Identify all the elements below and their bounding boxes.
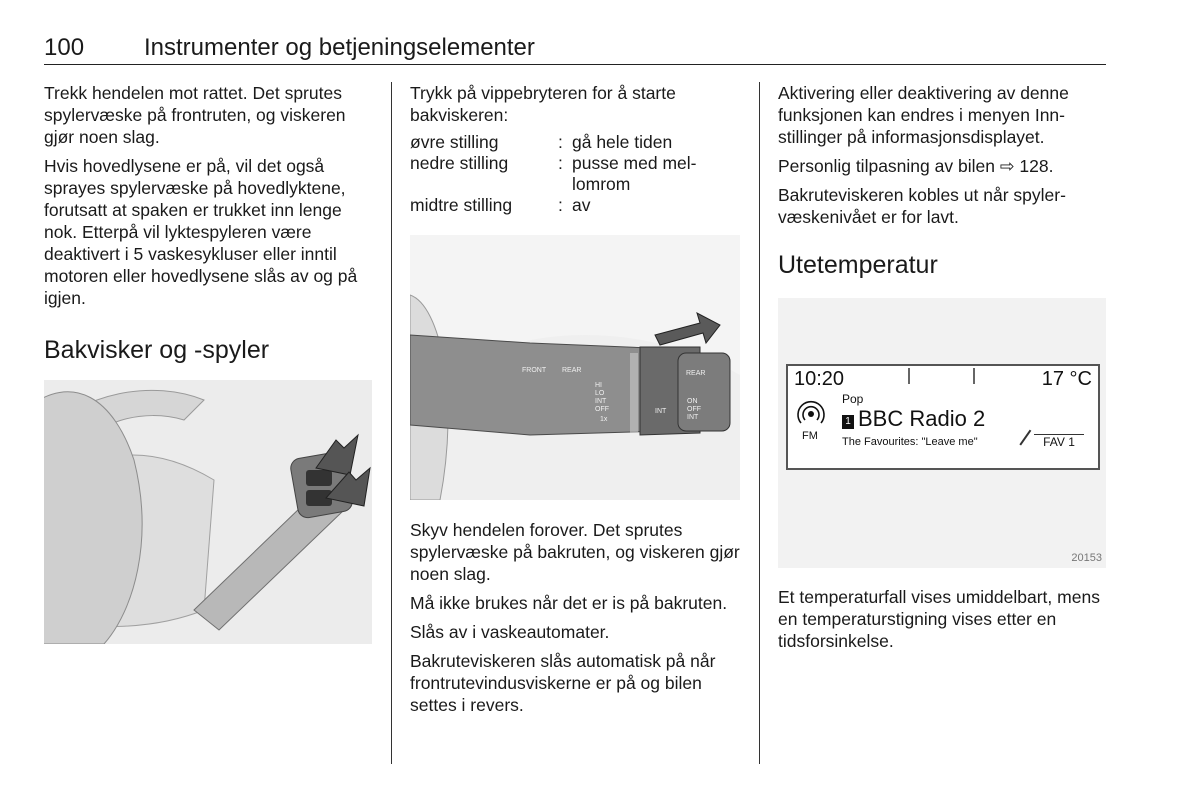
column-1	[44, 82, 372, 364]
radio-signal-icon	[796, 400, 826, 428]
paragraph	[778, 155, 1106, 177]
display-divider	[973, 368, 975, 384]
fav-tab-slope	[1019, 430, 1031, 446]
paragraph: Bakruteviskeren slås automatisk på når frontrutevindusviskerne er på og bilen settes i revers.	[410, 651, 716, 715]
paragraph: Hvis hovedlysene er på, vil det også sprayes spylervæske på hovedlyktene, forutsatt at spaken er trukket inn lenge nok. Etterpå vil lyktespyleren være deaktivert i 5 vaskesykluser eller inntil motoren eller hovedlysene slås av og på igjen.	[44, 156, 358, 308]
preset-number-badge: 1	[842, 415, 854, 429]
column-3-lower	[778, 586, 1106, 659]
position-label: øvre stilling	[410, 132, 499, 152]
steering-wheel-stalk-illustration	[44, 380, 372, 644]
column-3	[778, 82, 1106, 279]
info-display-illustration	[778, 298, 1106, 568]
paragraph: Trekk hendelen mot rattet. Det sprutes spylervæske på frontruten, og viskeren gjør noen slag.	[44, 83, 346, 147]
figure-id: 20153	[1071, 552, 1102, 564]
page-number: 100	[44, 34, 85, 61]
separator: :	[558, 195, 563, 215]
cross-reference-text: Personlig tilpasning av bilen	[778, 156, 995, 176]
display-band: FM	[802, 430, 818, 442]
cross-reference-page: 128.	[1019, 156, 1054, 176]
position-action: pusse med mellomrom	[572, 153, 697, 194]
paragraph: Må ikke brukes når det er is på bakruten.	[410, 593, 728, 613]
stalk-label: INT	[687, 414, 699, 421]
paragraph: Slås av i vaskeautomater.	[410, 622, 610, 642]
stalk-label: OFF	[687, 406, 701, 413]
paragraph: Aktivering eller deaktivering av denne funksjonen kan endres i menyen Innstillinger på informasjonsdisplayet.	[778, 83, 1069, 147]
stalk-label: LO	[595, 390, 605, 397]
stalk-label: INT	[595, 398, 607, 405]
position-action: av	[572, 195, 591, 215]
page-header	[44, 34, 1106, 65]
paragraph: Et temperaturfall vises umiddelbart, mens en temperaturstigning vises etter en tidsforsinkelse.	[778, 587, 1100, 651]
info-display	[786, 364, 1100, 470]
display-temperature: 17 °C	[1041, 368, 1092, 390]
column-divider-2	[759, 82, 760, 764]
display-station: BBC Radio 2	[858, 406, 986, 431]
display-track: The Favourites: "Leave me"	[842, 436, 978, 448]
paragraph: Skyv hendelen forover. Det sprutes spylervæske på bakruten, og viskeren gjør noen slag.	[410, 520, 740, 584]
display-genre: Pop	[842, 392, 864, 406]
stalk-label: 1x	[600, 416, 608, 423]
position-label: nedre stilling	[410, 153, 509, 173]
separator: :	[558, 153, 563, 173]
stalk-label: ON	[687, 398, 698, 405]
paragraph: Bakruteviskeren kobles ut når spylervæskenivået er for lavt.	[778, 185, 1066, 227]
column-divider-1	[391, 82, 392, 764]
section-heading-rear-wiper: Bakvisker og -spyler	[44, 336, 270, 364]
stalk-label: OFF	[595, 406, 609, 413]
display-divider	[908, 368, 910, 384]
column-2	[410, 82, 740, 228]
separator: :	[558, 132, 563, 152]
stalk-label: INT	[655, 408, 667, 415]
wiper-stalk-illustration	[410, 235, 740, 500]
position-action: gå hele tiden	[572, 132, 673, 152]
stalk-label: REAR	[562, 367, 582, 374]
column-2-lower	[410, 519, 740, 723]
page-title: Instrumenter og betjeningselementer	[144, 34, 535, 61]
stalk-label: HI	[595, 382, 602, 389]
section-heading-outside-temperature: Utetemperatur	[778, 251, 938, 279]
display-favourite: FAV 1	[1034, 434, 1084, 449]
stalk-label: REAR	[686, 370, 706, 377]
paragraph: Trykk på vippebryteren for å starte bakviskeren:	[410, 83, 676, 125]
display-time: 10:20	[794, 368, 845, 390]
stalk-label: FRONT	[522, 367, 547, 374]
wiper-position-list	[410, 132, 740, 216]
position-label: midtre stilling	[410, 195, 513, 215]
cross-reference-arrow-icon: ⇨	[999, 156, 1015, 176]
